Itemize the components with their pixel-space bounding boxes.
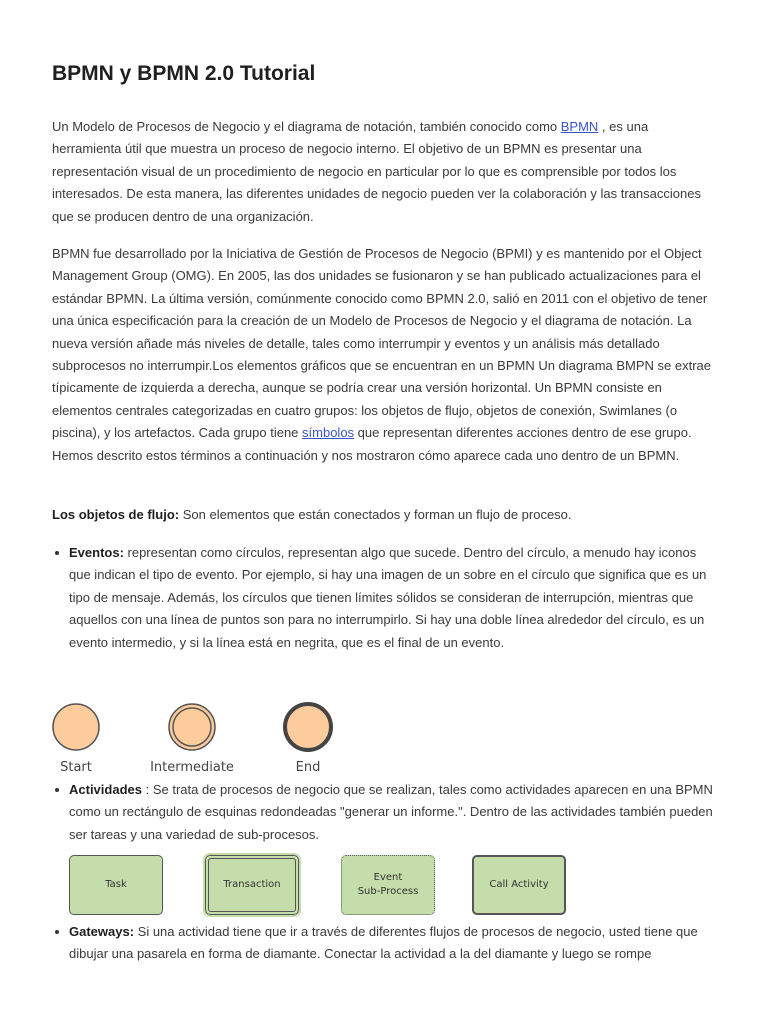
eventos-heading: Eventos: xyxy=(69,545,124,560)
call-activity-label: Call Activity xyxy=(489,879,549,890)
list-item-eventos xyxy=(52,542,716,654)
bullet-list-activities xyxy=(52,779,716,846)
flow-objects-heading: Los objetos de flujo: xyxy=(52,507,180,522)
start-event-circle xyxy=(53,704,99,750)
gateways-text: Si una actividad tiene que ir a través de diferentes flujos de procesos de negocio, usted tiene que dibujar una pasarela en forma de diamante. Conectar la actividad a la del diamante y luego se rompe xyxy=(69,924,698,962)
list-item-gateways xyxy=(52,921,716,966)
end-event-circle xyxy=(285,704,331,750)
paragraph-history-text-1: BPMN fue desarrollado por la Iniciativa de Gestión de Procesos de Negocio (BPMI) y es mantenido por el Object Management Group (OMG). En 2005, las dos unidades se fusionaron y se han publicado actualizaciones para el estándar BPMN. La última versión, comúnmente conocido como BPMN 2.0, salió en 2011 con el objetivo de tener una única especificación para la creación de un Modelo de Procesos de Negocio y el diagrama de notación. La nueva versión añade más niveles de detalle, tales como interrumpir y eventos y un análisis más detallado subprocesos no interrumpir.Los elementos gráficos que se encuentran en un BPMN Un diagrama BMPN se extrae típicamente de izquierda a derecha, aunque se podría crear una versión horizontal. Un BPMN consiste en elementos centrales categorizadas en cuatro grupos: los objetos de flujo, objetos de conexión, Swimlanes (o piscina), y los artefactos. Cada grupo tiene xyxy=(52,246,712,441)
transaction-label: Transaction xyxy=(223,879,281,890)
intermediate-label: Intermediate xyxy=(150,760,234,775)
end-label: End xyxy=(295,760,321,775)
start-label: Start xyxy=(60,760,92,775)
paragraph-intro-text-2: , es una herramienta útil que muestra un proceso de negocio interno. El objetivo de un BPMN es presentar una representación visual de un procedimiento de negocio en particular por lo que es comprensible por todos los interesados. De esta manera, las diferentes unidades de negocio pueden ver la colaboración y las transacciones que se producen dentro de una organización. xyxy=(52,119,701,224)
paragraph-history xyxy=(52,243,716,467)
actividades-text: : Se trata de procesos de negocio que se realizan, tales como actividades aparecen en una BPMN como un rectángulo de esquinas redondeadas "generar un informe.". Dentro de las actividades también pueden ser tareas y una variedad de sub-procesos. xyxy=(69,782,713,842)
bullet-list-events xyxy=(52,542,716,654)
task-label: Task xyxy=(105,879,127,890)
page-title: BPMN y BPMN 2.0 Tutorial xyxy=(52,62,316,85)
call-activity-box xyxy=(472,855,566,915)
subprocess-label: Sub-Process xyxy=(357,886,419,897)
intermediate-event-outer-circle xyxy=(169,704,215,750)
paragraph-flow-objects xyxy=(52,504,716,526)
task-box xyxy=(69,855,163,915)
paragraph-intro xyxy=(52,116,716,228)
transaction-box xyxy=(205,855,299,915)
bullet-list-gateways xyxy=(52,921,716,966)
gateways-heading: Gateways: xyxy=(69,924,135,939)
paragraph-intro-text-1: Un Modelo de Procesos de Negocio y el diagrama de notación, también conocido como xyxy=(52,119,561,134)
simbolos-link[interactable]: símbolos xyxy=(302,425,355,441)
flow-objects-text: Son elementos que están conectados y forman un flujo de proceso. xyxy=(179,507,572,522)
bpmn-link[interactable]: BPMN xyxy=(560,119,599,134)
event-subprocess-label xyxy=(358,871,419,899)
list-item-actividades xyxy=(52,779,716,846)
eventos-text: representan como círculos, representan algo que sucede. Dentro del círculo, a menudo hay iconos que indican el tipo de evento. Por ejemplo, si hay una imagen de un sobre en el círculo que significa que es un tipo de mensaje. Además, los círculos que tienen límites sólidos se consideran de interrupción, mientras que aquellos con una línea de puntos son para no interrumpirlo. Si hay una doble línea alrededor del círculo, es un evento intermedio, y si la línea está en negrita, que es el final de un evento. xyxy=(69,545,707,650)
paragraph-history-text-2: que representan diferentes acciones dentro de ese grupo. Hemos descrito estos términos a continuación y nos mostraron cómo aparece cada uno dentro de un BPMN. xyxy=(52,425,692,463)
event-subprocess-box xyxy=(341,855,435,915)
actividades-heading: Actividades xyxy=(69,782,142,797)
event-label: Event xyxy=(373,872,403,883)
